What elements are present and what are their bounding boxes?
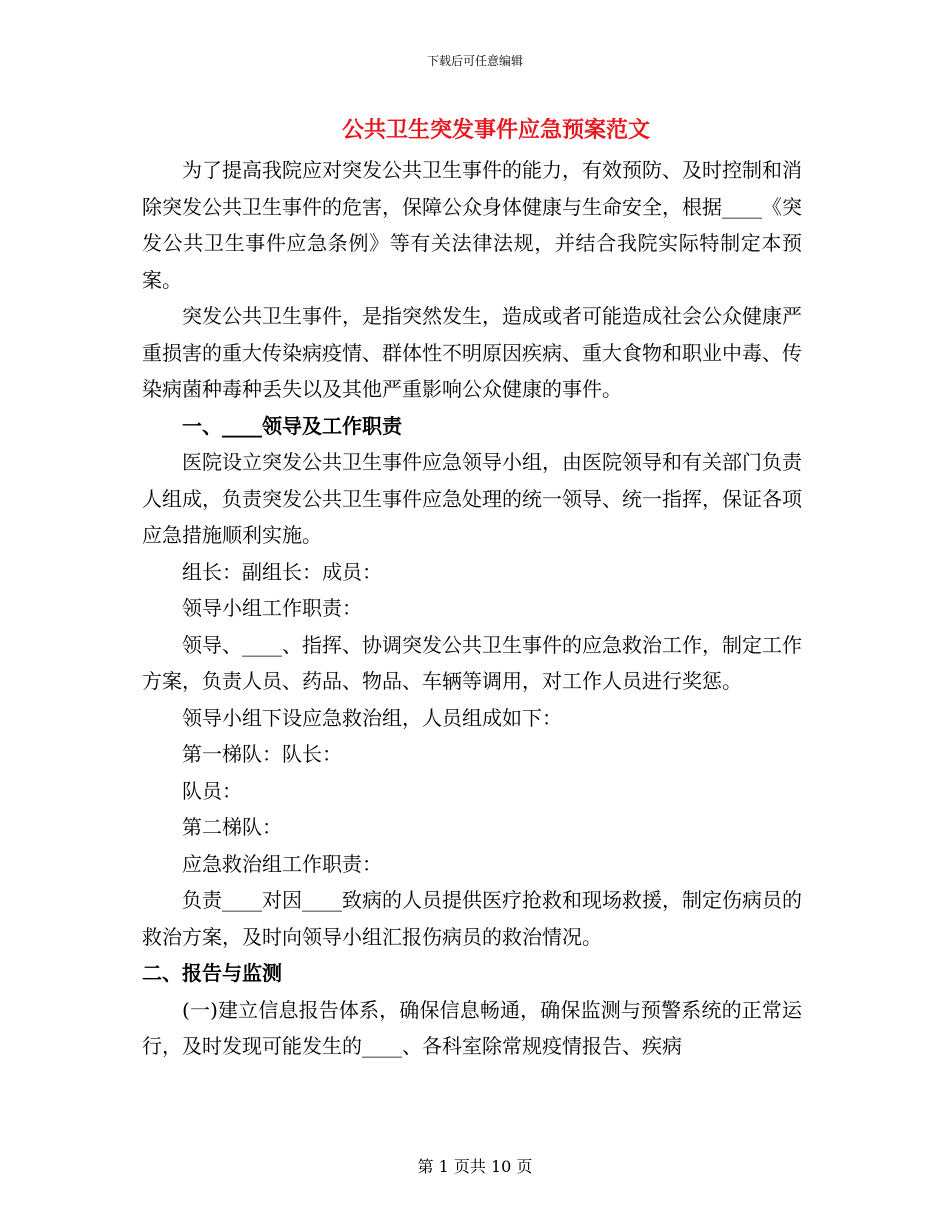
paragraph-duties-label: 领导小组工作职责：	[182, 596, 362, 620]
paragraph-team-2: 第二梯队：	[182, 815, 282, 839]
paragraph-leadership-group: 医院设立突发公共卫生事件应急领导小组，由医院领导和有关部门负责人组成，负责突发公共卫生事件应急处理的统一领导、统一指挥，保证各项应急措施顺利实施。	[142, 450, 802, 547]
section-heading-1: 一、____领导及工作职责	[182, 413, 402, 438]
document-body	[142, 152, 802, 1065]
paragraph-rescue-duties-label: 应急救治组工作职责：	[182, 851, 382, 876]
page-header: 下载后可任意编辑	[426, 54, 523, 68]
paragraph-intro: 为了提高我院应对突发公共卫生事件的能力，有效预防、及时控制和消除突发公共卫生事件的危害，保障公众身体健康与生命安全，根据____《突发公共卫生事件应急条例》等有关法律法规，并结合我院实际特制定本预案。	[142, 158, 802, 292]
paragraph-reporting: (一)建立信息报告体系，确保信息畅通，确保监测与预警系统的正常运行，及时发现可能发生的____、各科室除常规疫情报告、疾病	[142, 997, 802, 1058]
paragraph-duties: 领导、____、指挥、协调突发公共卫生事件的应急救治工作，制定工作方案，负责人员、药品、物品、车辆等调用，对工作人员进行奖惩。	[142, 632, 802, 693]
paragraph-rescue-group: 领导小组下设应急救治组，人员组成如下：	[182, 705, 562, 730]
paragraph-team-1: 第一梯队：队长：	[182, 742, 342, 766]
paragraph-definition: 突发公共卫生事件，是指突然发生，造成或者可能造成社会公众健康严重损害的重大传染病疫情、群体性不明原因疾病、重大食物和职业中毒、传染病菌种毒种丢失以及其他严重影响公众健康的事件。	[142, 304, 802, 401]
paragraph-team-1-members: 队员：	[182, 778, 242, 803]
page-footer: 第 1 页共 10 页	[417, 1157, 533, 1176]
document-title: 公共卫生突发事件应急预案范文	[341, 117, 650, 143]
paragraph-members: 组长：副组长：成员：	[182, 559, 382, 584]
section-heading-2: 二、报告与监测	[142, 961, 282, 985]
paragraph-rescue-duties: 负责____对因____致病的人员提供医疗抢救和现场救援，制定伤病员的救治方案，及时向领导小组汇报伤病员的救治情况。	[142, 888, 802, 949]
